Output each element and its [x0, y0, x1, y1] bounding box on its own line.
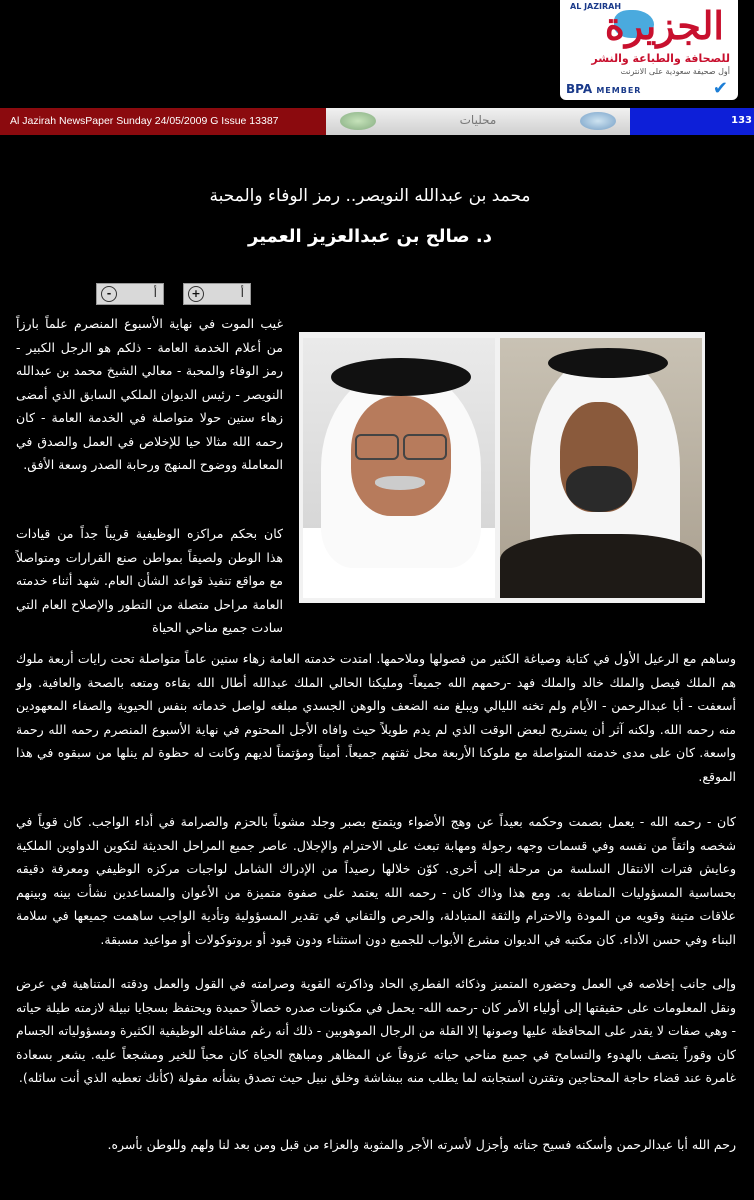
info-bar	[0, 108, 754, 135]
zoom-out-icon: -	[101, 286, 117, 302]
zoom-out-button[interactable]	[96, 283, 164, 305]
article-paragraph: كان بحكم مراكزه الوظيفية قريباً جداً من قيادات هذا الوطن ولصيقاً بمواطن صنع القرارات ومتواصلاً مع مواقع تنفيذ قواعد الشأن العام. شهد أثناء خدمته العامة مراحل متصلة من التطور والإصلاح العام التي سادت جميع مناحي الحياة	[16, 526, 283, 635]
zoom-in-button[interactable]	[183, 283, 251, 305]
masthead-logo: الجزيرة	[604, 3, 724, 48]
article-paragraph: غيب الموت في نهاية الأسبوع المنصرم علماً بارزاً من أعلام الخدمة العامة - ذلكم هو الرجل الكبير - رمز الوفاء والمحبة - معالي الشيخ محمد بن عبدالله النويصر - رئيس الديوان الملكي السابق الذي أمضى زهاء ستين حولا متواصلة في الخدمة العامة - كان رحمه الله مثالا حيا للإخلاص في العمل والصدق في المعاملة ووضوح المنهج ورحابة الصدر وسعة الأفق.	[16, 316, 283, 472]
issue-strip	[630, 108, 754, 135]
article-paragraph: وإلى جانب إخلاصه في العمل وحضوره المتميز وذكائه الفطري الحاد وذاكرته القوية وصرامته في القول والعمل ودقته المتناهية في عرض ونقل المعلومات على حقيقتها إلى أولياء الأمر كان -رحمه الله- يحمل في مكنونات صدره خصالاً حميدة ويحتفظ بسجايا نبيلة لازمته طيلة حياته - وهي صفات لا يقدر على المحافظة عليها وصونها إلا القلة من الرجال الموهوبين - ذلك أنه رغم مشاغله الوظيفية الكثيرة ومسؤولياته الجسام كان وقوراً يتصف بالهدوء والتسامح في جميع مناحي حياته عزوفاً عن المظاهر ومباهج الحياة كان محباً للخير ومشجعاً عليه. يشعر بسعادة غامرة عند قضاء حاجة المحتاجين وتقترن استجابته لما يطلب منه ببشاشة وخلق نبيل حيث تصدق بشأنه مقولة (كأنك تعطيه الذي أنت سائله).	[16, 976, 736, 1085]
article-paragraph: رحم الله أبا عبدالرحمن وأسكنه فسيح جناته وأجزل لأسرته الأجر والمثوبة والعزاء من قبل ومن بعد لنا ولهم وللوطن بأسره.	[107, 1137, 736, 1152]
bpa-member: MEMBER	[596, 86, 642, 95]
section-label: محليات	[459, 113, 497, 127]
portrait-right	[500, 338, 702, 598]
zoom-in-glyph: أ	[240, 286, 244, 300]
masthead-tagline: للصحافة والطباعة والنشر	[591, 52, 730, 65]
section-banner[interactable]	[326, 108, 630, 135]
bpa-badge	[566, 82, 641, 96]
masthead-brand-en: AL JAZIRAH	[570, 2, 622, 11]
banner-bird-icon	[580, 112, 616, 130]
article-paragraph: وساهم مع الرعيل الأول في كتابة وصياغة الكثير من فصولها وملاحمها. امتدت خدمته العامة زهاء ستين عاماً متواصلة تحت رايات أربعة ملوك هم الملك فيصل والملك خالد والملك فهد -رحمهم الله جميعاً- ومليكنا الحالي الملك عبدالله أطال الله بقاءه ومتعه بالصحة والعافية. ولو أسعفت - أبا عبدالرحمن - الأيام ولم تخنه الليالي ويبلغ منه الضعف والوهن الجسدي مبلغه لواصل خدماته بنفس الحيوية والصفاء المعهودين منه رحمه الله. ولكنه آثر أن يستريح لبعض الوقت الذي لم يدم طويلاً حيث وافاه الأجل المحتوم في نهاية الأسبوع المنصرم رحمه الله رحمة واسعة. كان على مدى خدمته المتواصلة مع ملوكنا الأربعة محل ثقتهم جميعاً. أميناً ومؤتمناً لديهم وكانت له حظوة لم ينلها من سبقوه في هذا الموقع.	[16, 651, 736, 784]
newspaper-masthead[interactable]	[560, 0, 738, 100]
article-photo	[299, 332, 705, 603]
issue-short: 133	[731, 115, 752, 126]
zoom-out-glyph: أ	[153, 286, 157, 300]
article-title: محمد بن عبدالله النويصر.. رمز الوفاء والمحبة	[209, 186, 531, 206]
zoom-in-icon: +	[188, 286, 204, 302]
article-paragraph: كان - رحمه الله - يعمل بصمت وحكمه بعيداً عن وهج الأضواء ويتمتع بصبر وجلد مشوباً بالحزم والصرامة في أداء الواجب. كان قوياً في شخصه واثقاً من نفسه وفي قسمات وجهه رجولة ومهابة تبعث على الاحترام والإجلال. عاصر جميع المراحل الحديثة لتكوين الدواوين الملكية وعايش فترات الانتقال السلسة من مرحلة إلى أخرى. كوّن خلالها رصيداً من الإدراك الشامل لواجبات مركزه الوظيفي ومعرفة دقيقه بحساسية المسؤوليات المناطة به. ومع هذا وذاك كان - رحمه الله يعتمد على صفوة متميزة من الأعوان والمساعدين نشأت بينه وبينهم علاقات متينة وقويه من المودة والاحترام والثقة المتبادلة، والحرص والتفاني في تقدير المسؤولية وتأدية الواجب ساهمت جميعها في سلامة البناء وفي حسن الأداء. كان مكتبه في الديوان مشرع الأبواب للجميع دون استثناء ودون قيود أو بروتوكولات أو مواعيد مسبقة.	[16, 814, 736, 947]
edition-strip	[0, 108, 326, 135]
edition-text: Al Jazirah NewsPaper Sunday 24/05/2009 G Issue 13387	[10, 115, 279, 127]
bpa-label: BPA	[566, 82, 593, 96]
checkmark-icon: ✔	[712, 78, 728, 99]
masthead-tagline-sub: أول صحيفة سعودية على الانترنت	[620, 67, 730, 76]
portrait-left	[303, 338, 495, 598]
article-author: د. صالح بن عبدالعزيز العمير	[248, 226, 492, 247]
